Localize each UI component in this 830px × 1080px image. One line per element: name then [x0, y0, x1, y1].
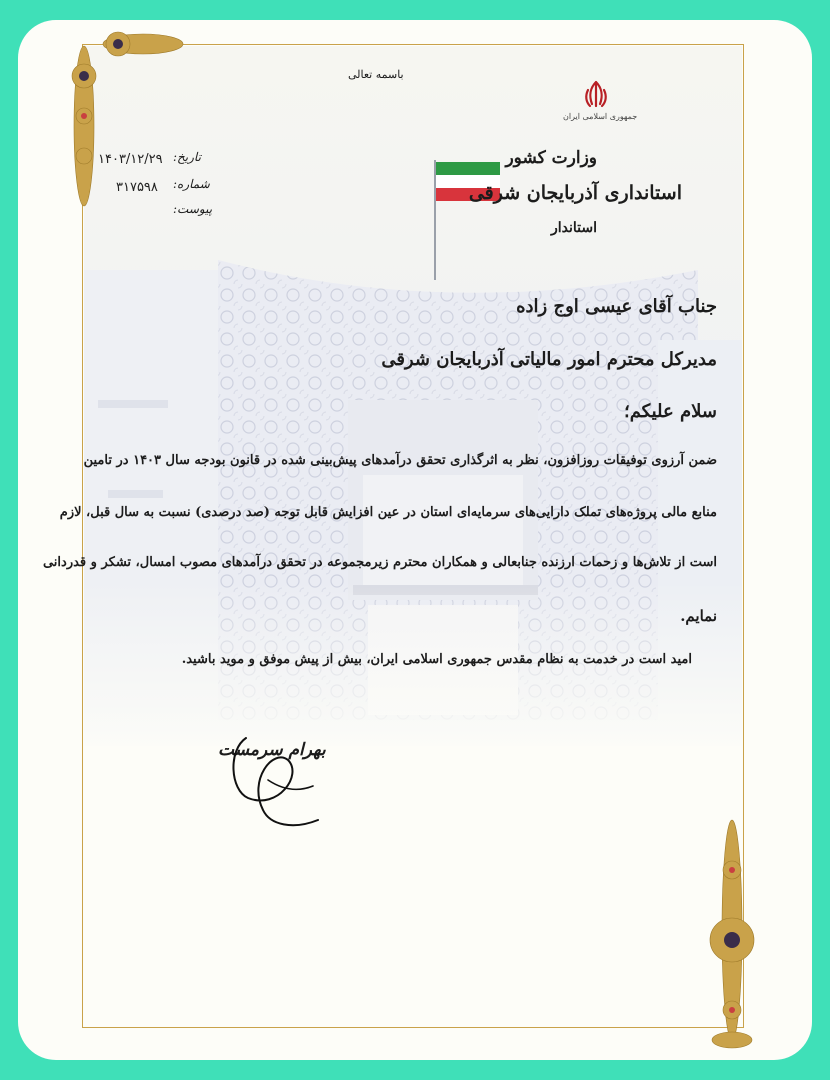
date-label: تاریخ:: [173, 150, 201, 164]
bottom-right-ornament-icon: [704, 810, 774, 1050]
greeting: سلام علیکم؛: [623, 401, 717, 422]
number-value: ۳۱۷۵۹۸: [116, 180, 158, 195]
bismillah-text: باسمه تعالی: [348, 68, 404, 81]
recipient-title: مدیرکل محترم امور مالیاتی آذربایجان شرقی: [381, 349, 717, 370]
attachment-label: پیوست:: [173, 202, 213, 216]
emblem-caption: جمهوری اسلامی ایران: [563, 112, 638, 121]
handwritten-signature: [208, 720, 338, 850]
body-line-1: ضمن آرزوی توفیقات روزافزون، نظر به اثرگذاری تحقق درآمدهای پیش‌بینی شده در قانون بودجه سال ۱۴۰۳ در تامین: [83, 453, 717, 468]
body-line-3: است از تلاش‌ها و زحمات ارزنده جنابعالی و همکاران محترم زیرمجموعه در تحقق درآمدهای مصوب امسال، تشکر و قدردانی: [42, 555, 717, 570]
ministry-name: وزارت کشور: [505, 148, 597, 168]
number-label: شماره:: [173, 177, 210, 191]
body-line-4: نمایم.: [680, 607, 717, 625]
letter-card: [18, 20, 812, 1060]
signatory-name: بهرام سرمست: [218, 740, 326, 760]
office-name: استاندار: [550, 220, 597, 236]
date-value: ۱۴۰۳/۱۲/۲۹: [98, 152, 163, 167]
iran-emblem-icon: [581, 78, 611, 112]
body-line-2: منابع مالی پروژه‌های تملک دارایی‌های سرمایه‌ای استان در عین افزایش قابل توجه (صد درصدی) نسبت به سال قبل، لازم: [59, 505, 717, 520]
governorate-name: استانداری آذربایجان شرقی: [468, 182, 682, 204]
recipient-name: جناب آقای عیسی اوج زاده: [516, 296, 717, 317]
closing-line: امید است در خدمت به نظام مقدس جمهوری اسلامی ایران، بیش از پیش موفق و موید باشید.: [181, 652, 692, 667]
